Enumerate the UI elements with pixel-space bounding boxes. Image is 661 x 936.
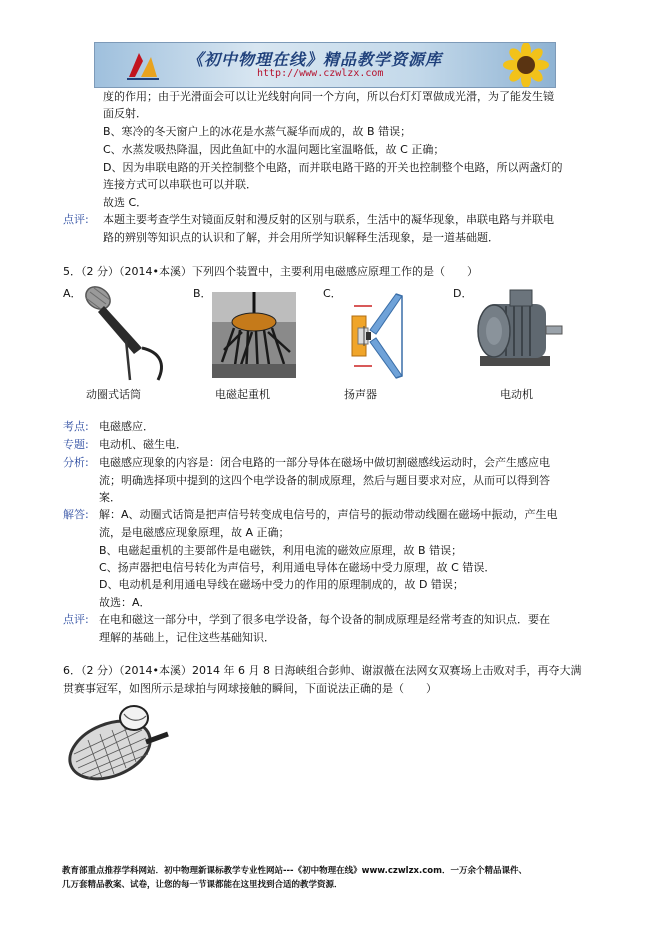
q5-jieda-line-5: D、电动机是利用通电导线在磁场中受力的作用的原理制成的，故 D 错误； bbox=[99, 578, 464, 591]
q4-line-3: B、寒冷的冬天窗户上的冰花是水蒸气凝华而成的，故 B 错误； bbox=[103, 125, 412, 138]
tennis-racket-image bbox=[62, 700, 172, 794]
q5-option-b-letter: B． bbox=[193, 287, 212, 300]
banner-url: http://www.czwlzx.com bbox=[257, 68, 384, 79]
q5-option-b-caption: 电磁起重机 bbox=[215, 388, 270, 401]
q4-line-7: 故选 C． bbox=[103, 196, 148, 209]
q5-zhuanti: 电动机、磁生电． bbox=[99, 438, 187, 451]
q5-fenxi-line-3: 案． bbox=[99, 491, 121, 504]
q4-comment-line-1: 本题主要考查学生对镜面反射和漫反射的区别与联系，生活中的凝华现象，串联电路与并联电 bbox=[103, 213, 554, 226]
footer-line-2: 几万套精品教案、试卷，让您的每一节课都能在这里找到合适的教学资源． bbox=[62, 880, 343, 890]
q6-line-2: 贯赛事冠军，如图所示是球拍与网球接触的瞬间，下面说法正确的是（ ） bbox=[63, 682, 437, 695]
q5-kaodian-label: 考点: bbox=[63, 420, 89, 433]
q5-option-c-caption: 扬声器 bbox=[344, 388, 377, 401]
q4-line-6: 连接方式可以串联也可以并联． bbox=[103, 178, 257, 191]
microphone-image bbox=[76, 282, 176, 382]
q5-kaodian: 电磁感应． bbox=[99, 420, 154, 433]
q5-zhuanti-label: 专题: bbox=[63, 438, 89, 451]
header-banner bbox=[94, 42, 556, 88]
banner-title: 《初中物理在线》精品教学资源库 bbox=[187, 50, 443, 69]
q4-line-2: 面反射． bbox=[103, 107, 147, 120]
q5-comment-label: 点评: bbox=[63, 613, 89, 626]
q5-stem: 5．（2 分）（2014•本溪）下列四个装置中，主要利用电磁感应原理工作的是（ ） bbox=[63, 265, 478, 278]
q5-option-d-letter: D． bbox=[453, 287, 473, 300]
q6-line-1: 6．（2 分）（2014•本溪）2014 年 6 月 8 日海峡组合彭帅、谢淑薇在法网女双赛场上击败对手，再夺大满 bbox=[63, 664, 582, 677]
q4-line-1: 度的作用；由于光滑面会可以让光线射向同一个方向，所以台灯灯罩做成光滑，为了能发生镜 bbox=[103, 90, 554, 103]
q5-option-a-letter: A． bbox=[63, 287, 82, 300]
q5-fenxi-line-2: 流；明确选择项中提到的这四个电学设备的制成原理，然后与题目要求对应，从而可以得到答 bbox=[99, 474, 550, 487]
q5-option-c-letter: C． bbox=[323, 287, 342, 300]
q4-line-5: D、因为串联电路的开关控制整个电路，而并联电路干路的开关也控制整个电路，所以两盏灯的 bbox=[103, 161, 563, 174]
q5-jieda-line-2: 流，是电磁感应现象原理，故 A 正确； bbox=[99, 526, 290, 539]
q5-fenxi-line-1: 电磁感应现象的内容是：闭合电路的一部分导体在磁场中做切割磁感线运动时，会产生感应电 bbox=[99, 456, 550, 469]
crane-image bbox=[212, 292, 296, 378]
motor-image bbox=[470, 286, 566, 374]
sunflower-icon bbox=[497, 43, 555, 87]
q5-comment-line-1: 在电和磁这一部分中，学到了很多电学设备，每个设备的制成原理是经常考查的知识点．要在 bbox=[99, 613, 550, 626]
q5-jieda-line-4: C、扬声器把电信号转化为声信号，利用通电导体在磁场中受力原理，故 C 错误． bbox=[99, 561, 496, 574]
q5-jieda-label: 解答: bbox=[63, 508, 89, 521]
footer-line-1: 教育部重点推荐学科网站．初中物理新课标教学专业性网站---《初中物理在线》www.czwlzx.com．一万余个精品课件、 bbox=[62, 866, 527, 876]
q4-line-4: C、水蒸发吸热降温，因此鱼缸中的水温问题比室温略低，故 C 正确； bbox=[103, 143, 445, 156]
q5-jieda-line-1: 解：A、动圈式话筒是把声信号转变成电信号的，声信号的振动带动线圈在磁场中振动，产生电 bbox=[99, 508, 558, 521]
q4-comment-label: 点评: bbox=[63, 213, 89, 226]
q4-comment-line-2: 路的辨别等知识点的认识和了解，并会用所学知识解释生活现象，是一道基础题． bbox=[103, 231, 499, 244]
speaker-image bbox=[344, 286, 410, 380]
q5-fenxi-label: 分析: bbox=[63, 456, 89, 469]
q5-option-d-caption: 电动机 bbox=[500, 388, 533, 401]
q5-jieda-line-6: 故选：A． bbox=[99, 596, 151, 609]
q5-option-a-caption: 动圈式话筒 bbox=[86, 388, 141, 401]
q5-comment-line-2: 理解的基础上，记住这些基础知识． bbox=[99, 631, 275, 644]
q5-jieda-line-3: B、电磁起重机的主要部件是电磁铁，利用电流的磁效应原理，故 B 错误； bbox=[99, 544, 463, 557]
logo-icon bbox=[125, 47, 161, 83]
